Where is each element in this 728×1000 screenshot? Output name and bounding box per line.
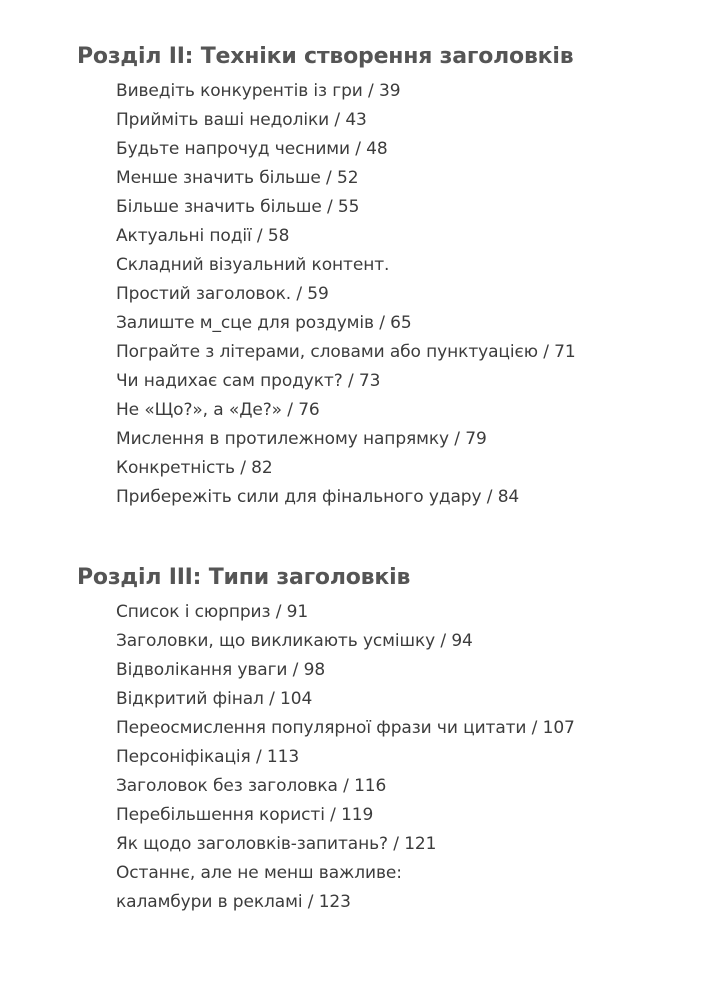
toc-entry: Відволікання уваги / 98 [116, 660, 326, 680]
toc-entry-list [77, 77, 708, 512]
toc-entry: Менше значить більше / 52 [116, 168, 359, 188]
section-title: Розділ III: Типи заголовків [77, 565, 411, 590]
toc-entry: Перебільшення користі / 119 [116, 805, 374, 825]
toc-entry: Останнє, але не менш важливе: [116, 863, 402, 883]
toc-entry: Переосмислення популярної фрази чи цитати / 107 [116, 718, 575, 738]
toc-section-2 [77, 42, 708, 512]
toc-entry: Заголовок без заголовка / 116 [116, 776, 387, 796]
toc-entry: Мислення в протилежному напрямку / 79 [116, 429, 487, 449]
toc-entry: Відкритий фінал / 104 [116, 689, 313, 709]
toc-entry-list [77, 598, 708, 917]
toc-entry: Будьте напрочуд чесними / 48 [116, 139, 388, 159]
toc-entry: Більше значить більше / 55 [116, 197, 360, 217]
toc-section-3 [77, 563, 708, 917]
toc-entry: Заголовки, що викликають усмішку / 94 [116, 631, 473, 651]
toc-entry: Складний візуальний контент. [116, 255, 390, 275]
toc-entry: Як щодо заголовків-запитань? / 121 [116, 834, 437, 854]
toc-entry: Список і сюрприз / 91 [116, 602, 309, 622]
toc-entry: Прийміть ваші недоліки / 43 [116, 110, 367, 130]
toc-entry: каламбури в рекламі / 123 [116, 892, 351, 912]
toc-entry: Конкретність / 82 [116, 458, 273, 478]
toc-entry: Актуальні події / 58 [116, 226, 290, 246]
toc-entry: Чи надихає сам продукт? / 73 [116, 371, 381, 391]
toc-entry: Виведіть конкурентів із гри / 39 [116, 81, 401, 101]
section-title: Розділ II: Техніки створення заголовків [77, 44, 574, 69]
toc-entry: Прибережіть сили для фінального удару / 84 [116, 487, 520, 507]
toc-entry: Простий заголовок. / 59 [116, 284, 329, 304]
toc-entry: Персоніфікація / 113 [116, 747, 300, 767]
toc-entry: Залиште м_сце для роздумів / 65 [116, 313, 412, 333]
toc-entry: Не «Що?», а «Де?» / 76 [116, 400, 320, 420]
toc-entry: Пограйте з літерами, словами або пунктуацією / 71 [116, 342, 576, 362]
